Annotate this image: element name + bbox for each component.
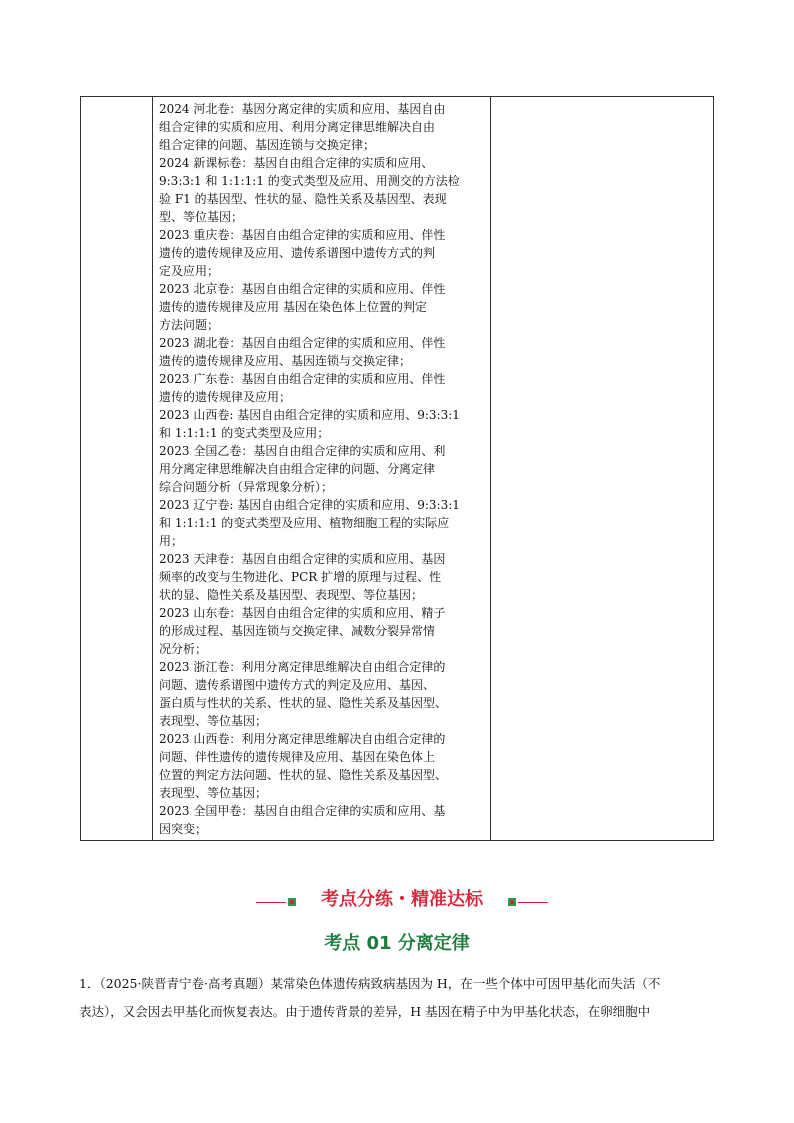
topic-line: 频率的改变与生物进化、PCR 扩增的原理与过程、性	[159, 570, 442, 584]
topic-line: 遗传的遗传规律及应用 基因在染色体上位置的判定	[159, 300, 427, 314]
topic-line: 组合定律的问题、基因连锁与交换定律；	[159, 138, 376, 152]
exam-topics-table	[80, 96, 714, 841]
topic-line: 2023 北京卷：基因自由组合定律的实质和应用、伴性	[159, 282, 446, 296]
topic-line: 2023 山西卷: 基因自由组合定律的实质和应用、9:3:3:1	[159, 408, 460, 422]
question-line: 1．（2025·陕晋青宁卷·高考真题）某常染色体遗传病致病基因为 H，在一些个体中可因甲基化而失活（不	[79, 976, 661, 991]
topic-line: 组合定律的实质和应用、利用分离定律思维解决自由	[159, 120, 436, 134]
topic-line: 2023 山东卷：基因自由组合定律的实质和应用、精子	[159, 606, 446, 620]
topic-line: 问题、伴性遗传的遗传规律及应用、基因在染色体上	[159, 750, 436, 764]
topic-line: 问题、遗传系谱图中遗传方式的判定及应用、基因、	[159, 678, 436, 692]
topic-line: 2023 山西卷：利用分离定律思维解决自由组合定律的	[159, 732, 446, 746]
section-title: 考点分练・精准达标	[321, 889, 483, 910]
topic-line: 表现型、等位基因；	[159, 786, 268, 800]
topic-line: 位置的判定方法问题、性状的显、隐性关系及基因型、	[159, 768, 448, 782]
topic-line: 2024 河北卷：基因分离定律的实质和应用、基因自由	[159, 102, 446, 116]
topic-line: 和 1:1:1:1 的变式类型及应用；	[159, 426, 330, 440]
topic-line: 用分离定律思维解决自由组合定律的问题、分离定律	[159, 462, 436, 476]
banner-right-rule	[518, 902, 548, 903]
table-topics-cell	[153, 97, 491, 840]
topic-line: 遗传的遗传规律及应用、遗传系谱图中遗传方式的判	[159, 246, 436, 260]
topic-line: 定及应用；	[159, 264, 220, 278]
banner-right-square-icon	[508, 898, 516, 906]
table-right-cell	[491, 97, 713, 840]
topic-line: 9:3:3:1 和 1:1:1:1 的变式类型及应用、用测交的方法检	[159, 174, 460, 188]
topic-line: 2023 天津卷：基因自由组合定律的实质和应用、基因	[159, 552, 446, 566]
topic-line: 用；	[159, 534, 184, 548]
topic-line: 2023 全国甲卷：基因自由组合定律的实质和应用、基	[159, 804, 446, 818]
subsection-title: 考点 01 分离定律	[324, 933, 470, 954]
topic-line: 遗传的遗传规律及应用；	[159, 390, 292, 404]
topic-line: 表现型、等位基因；	[159, 714, 268, 728]
topic-line: 遗传的遗传规律及应用、基因连锁与交换定律；	[159, 354, 412, 368]
topic-line: 方法问题；	[159, 318, 220, 332]
table-left-cell	[81, 97, 153, 840]
topic-line: 2023 重庆卷：基因自由组合定律的实质和应用、伴性	[159, 228, 446, 242]
question-1	[79, 970, 719, 1026]
topic-line: 验 F1 的基因型、性状的显、隐性关系及基因型、表现	[159, 192, 447, 206]
topic-line: 综合问题分析（异常现象分析）；	[159, 480, 334, 494]
section-banner	[252, 886, 552, 914]
topic-line: 况分析；	[159, 642, 208, 656]
topic-line: 因突变；	[159, 822, 208, 836]
topic-line: 和 1:1:1:1 的变式类型及应用、植物细胞工程的实际应	[159, 516, 450, 530]
topic-line: 2023 湖北卷：基因自由组合定律的实质和应用、伴性	[159, 336, 446, 350]
topic-line: 状的显、隐性关系及基因型、表现型、等位基因；	[159, 588, 424, 602]
topic-line: 的形成过程、基因连锁与交换定律、减数分裂异常情	[159, 624, 436, 638]
topic-line: 2023 广东卷：基因自由组合定律的实质和应用、伴性	[159, 372, 446, 386]
question-line: 表达），又会因去甲基化而恢复表达。由于遗传背景的差异，H 基因在精子中为甲基化状态，在卵细胞中	[79, 1004, 651, 1019]
topic-line: 2023 浙江卷：利用分离定律思维解决自由组合定律的	[159, 660, 446, 674]
topic-line: 2023 辽宁卷: 基因自由组合定律的实质和应用、9:3:3:1	[159, 498, 460, 512]
topic-line: 蛋白质与性状的关系、性状的显、隐性关系及基因型、	[159, 696, 448, 710]
topic-line: 2023 全国乙卷：基因自由组合定律的实质和应用、利	[159, 444, 446, 458]
topic-line: 型、等位基因；	[159, 210, 244, 224]
topic-line: 2024 新课标卷：基因自由组合定律的实质和应用、	[159, 156, 434, 170]
